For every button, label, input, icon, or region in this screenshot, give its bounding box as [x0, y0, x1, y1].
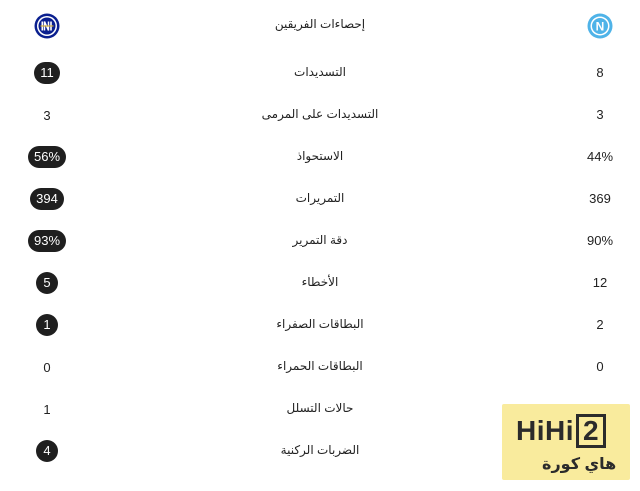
home-stat-value [20, 314, 74, 336]
stat-row [0, 226, 640, 256]
stat-label: دقة التمرير [292, 233, 348, 247]
home-stat-pill: 93% [28, 230, 66, 252]
stat-label: الأخطاء [301, 275, 339, 289]
home-stat-pill: 11 [34, 62, 60, 84]
brand-logo-text [516, 414, 606, 448]
home-stat-pill: 4 [36, 440, 58, 462]
home-stat-value [20, 356, 74, 378]
svg-text:N: N [595, 19, 605, 34]
section-title: إحصاءات الفريقين [274, 17, 366, 31]
stat-row [0, 310, 640, 340]
home-stat-pill: 5 [36, 272, 58, 294]
home-stat-pill: 1 [36, 314, 58, 336]
away-stat-value: 2 [596, 317, 604, 332]
home-stat-text: 3 [43, 107, 51, 123]
brand-arabic: هاي كورة [542, 456, 617, 473]
away-stat-value: 12 [592, 275, 608, 290]
inter-milan-logo-icon [34, 13, 60, 39]
home-stat-pill: 56% [28, 146, 66, 168]
home-stat-value [20, 146, 74, 168]
brand-number: 2 [576, 414, 606, 448]
home-stat-value [20, 440, 74, 462]
away-stat-value: 369 [589, 191, 611, 206]
brand-latin: HiHi [516, 415, 574, 446]
home-stat-value [20, 230, 74, 252]
stat-label: الاستحواذ [296, 149, 344, 163]
home-stat-value [20, 104, 74, 126]
hihi2-watermark [502, 404, 630, 480]
home-stat-value [20, 272, 74, 294]
stats-header [0, 0, 640, 52]
away-stat-value: 44% [586, 149, 614, 164]
stat-row [0, 142, 640, 172]
stat-label: حالات التسلل [286, 401, 354, 415]
home-stat-value [20, 188, 74, 210]
stat-label: التمريرات [295, 191, 345, 205]
stat-row [0, 268, 640, 298]
stat-label: الضربات الركنية [280, 443, 360, 457]
away-stat-value: 3 [596, 107, 604, 122]
stat-row [0, 58, 640, 88]
stat-label: البطاقات الصفراء [276, 317, 364, 331]
home-stat-pill: 394 [30, 188, 64, 210]
napoli-logo-icon [587, 13, 613, 39]
stat-label: البطاقات الحمراء [277, 359, 363, 373]
stat-row [0, 100, 640, 130]
away-stat-value: 8 [596, 65, 604, 80]
stat-label: التسديدات [294, 65, 346, 79]
stat-label: التسديدات على المرمى [261, 107, 379, 121]
home-stat-text: 1 [43, 401, 51, 417]
away-stat-value: 90% [586, 233, 614, 248]
home-stat-value [20, 62, 74, 84]
home-stat-text: 0 [43, 359, 51, 375]
away-stat-value: 0 [596, 359, 604, 374]
stat-row [0, 352, 640, 382]
home-stat-value [20, 398, 74, 420]
stat-row [0, 184, 640, 214]
